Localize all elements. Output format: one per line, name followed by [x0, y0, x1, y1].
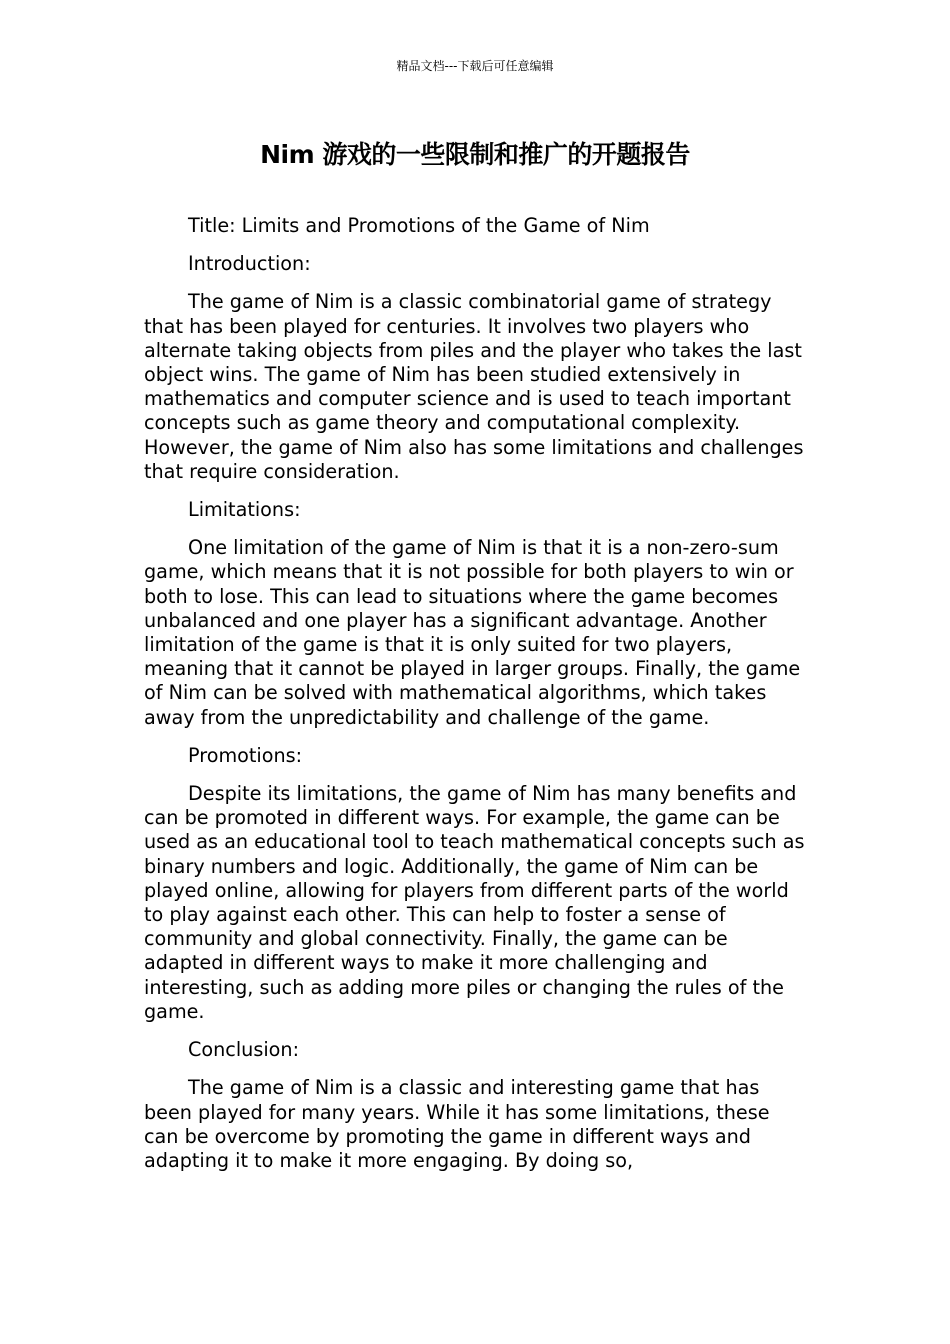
document-body [144, 214, 806, 1187]
paragraph-promotions: Despite its limitations, the game of Nim has many benefits and can be promoted in different ways. For example, the game can be used as an educational tool to teach mathematical concepts such as binary numbers and logic. Additionally, the game of Nim can be played online, allowing for players from different parts of the world to play against each other. This can help to foster a sense of community and global connectivity. Finally, the game can be adapted in different ways to make it more challenging and interesting, such as adding more piles or changing the rules of the game. [144, 782, 805, 1023]
heading-conclusion: Conclusion: [188, 1038, 300, 1062]
heading-introduction: Introduction: [188, 252, 311, 276]
paragraph-conclusion: The game of Nim is a classic and interesting game that has been played for many years. While it has some limitations, these can be overcome by promoting the game in different ways and adapting it to make it more engaging. By doing so, [144, 1076, 770, 1172]
document-title: Nim 游戏的一些限制和推广的开题报告 [260, 140, 690, 169]
paragraph-title-line: Title: Limits and Promotions of the Game of Nim [188, 214, 650, 237]
heading-limitations: Limitations: [188, 498, 301, 522]
heading-promotions: Promotions: [188, 743, 303, 767]
header-note: 精品文档---下载后可任意编辑 [396, 59, 554, 73]
paragraph-limitations: One limitation of the game of Nim is that it is a non-zero-sum game, which means that it is not possible for both players to win or both to lose. This can lead to situations where the game becomes unbalanced and one player has a significant advantage. Another limitation of the game is that it is only suited for two players, meaning that it cannot be played in larger groups. Finally, the game of Nim can be solved with mathematical algorithms, which takes away from the unpredictability and challenge of the game. [144, 536, 801, 729]
paragraph-introduction: The game of Nim is a classic combinatorial game of strategy that has been played for centuries. It involves two players who alternate taking objects from piles and the player who takes the last object wins. The game of Nim has been studied extensively in mathematics and computer science and is used to teach important concepts such as game theory and computational complexity. However, the game of Nim also has some limitations and challenges that require consideration. [144, 290, 804, 483]
